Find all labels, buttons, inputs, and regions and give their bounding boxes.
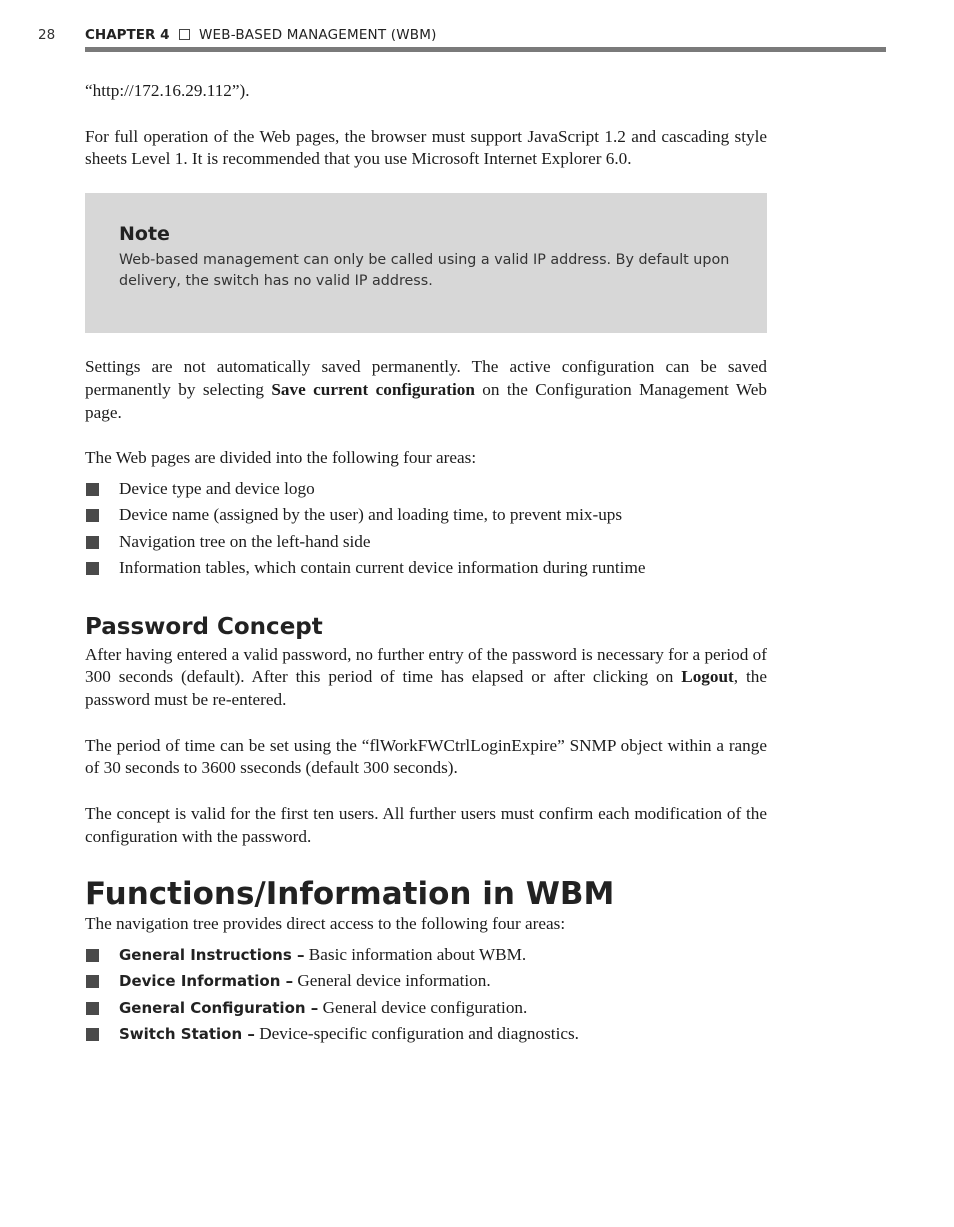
note-title: Note [119, 223, 170, 246]
functions-list [85, 942, 767, 1048]
page-number: 28 [38, 27, 56, 43]
list-item-label: General Instructions – [119, 945, 305, 964]
areas-intro: The Web pages are divided into the following four areas: [85, 448, 477, 468]
list-item-label: Switch Station – [119, 1025, 255, 1044]
section-heading-functions: Functions/Information in WBM [85, 875, 615, 912]
chapter-label: CHAPTER 4 [85, 27, 170, 43]
list-item [85, 502, 767, 529]
list-item [85, 968, 767, 995]
square-bullet-icon [86, 562, 99, 575]
list-item-text: Information tables, which contain current device information during runtime [119, 558, 646, 578]
list-item-text: General device information. [293, 971, 491, 991]
list-item-text: Device-specific configuration and diagnostics. [254, 1024, 579, 1044]
section-heading-password: Password Concept [85, 613, 323, 640]
list-item-text: Navigation tree on the left-hand side [119, 531, 371, 551]
note-text: Web-based management can only be called using a valid IP address. By default upon delivery, the switch has no valid IP address. [119, 251, 730, 289]
password-paragraph-3: The concept is valid for the first ten users. All further users must confirm each modification of the configuration with the password. [85, 804, 767, 846]
settings-text-post: on the Configuration Management Web page. [85, 379, 767, 422]
password-p1-bold: Logout [681, 667, 734, 687]
password-paragraph-1 [85, 644, 767, 712]
list-item [85, 942, 767, 969]
square-bullet-icon [86, 509, 99, 522]
settings-paragraph [85, 356, 767, 424]
list-item [85, 476, 767, 503]
square-bullet-icon [86, 1028, 99, 1041]
square-bullet-icon [86, 483, 99, 496]
list-item-label: Device Information – [119, 972, 294, 991]
password-paragraph-2: The period of time can be set using the “flWorkFWCtrlLoginExpire” SNMP object within a range of 30 seconds to 3600 sseconds (default 300 seconds). [85, 735, 767, 778]
settings-text-pre: Settings are not automatically saved permanently. The active configuration can be saved permanently by selecting [85, 357, 767, 399]
list-item-label: General Configuration – [119, 998, 319, 1017]
list-item-text: Device type and device logo [119, 478, 315, 498]
chapter-title: WEB-BASED MANAGEMENT (WBM) [199, 27, 437, 43]
list-item-text: Basic information about WBM. [304, 944, 527, 964]
list-item [85, 1021, 767, 1048]
intro-url-line: “http://172.16.29.112”). [85, 81, 250, 100]
separator-box-icon [179, 29, 190, 40]
list-item-text: Device name (assigned by the user) and loading time, to prevent mix-ups [119, 505, 623, 525]
page-body [85, 80, 767, 1048]
list-item [85, 995, 767, 1022]
password-p1-post: , the password must be re-entered. [85, 667, 767, 710]
intro-paragraph: For full operation of the Web pages, the browser must support JavaScript 1.2 and cascading style sheets Level 1. It is recommended that you use Microsoft Internet Explorer 6.0. [85, 126, 767, 169]
settings-bold: Save current configuration [271, 379, 475, 399]
list-item [85, 555, 767, 582]
header-rule [85, 47, 886, 52]
square-bullet-icon [86, 1002, 99, 1015]
functions-intro: The navigation tree provides direct access to the following four areas: [85, 914, 566, 934]
square-bullet-icon [86, 949, 99, 962]
password-p1-pre: After having entered a valid password, no further entry of the password is necessary for a period of 300 seconds (default). After this period of time has elapsed or after clicking on [85, 644, 767, 687]
list-item-text: General device configuration. [318, 997, 528, 1017]
list-item [85, 529, 767, 556]
areas-list [85, 476, 767, 582]
square-bullet-icon [86, 975, 99, 988]
square-bullet-icon [86, 536, 99, 549]
note-box [85, 193, 767, 333]
running-header [38, 27, 886, 43]
